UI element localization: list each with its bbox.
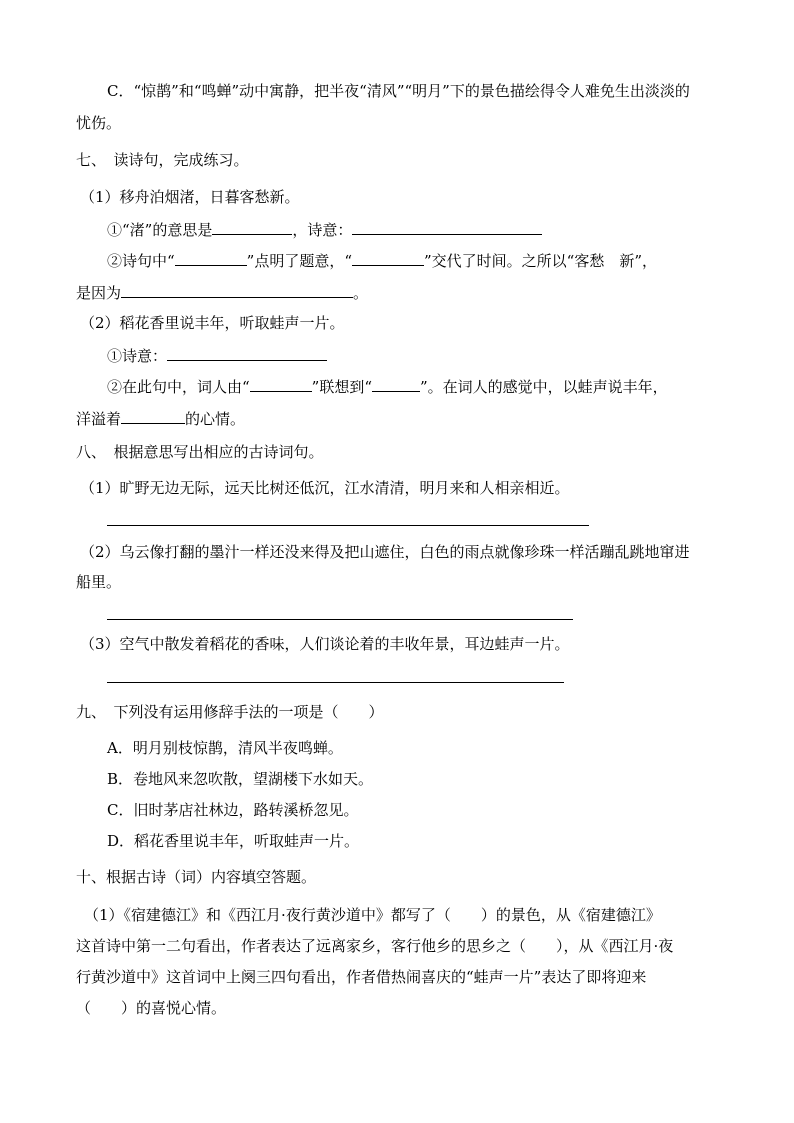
blank-poem-meaning-1[interactable]: [352, 219, 542, 235]
option-c-line2: 忧伤。: [76, 114, 122, 132]
q7-item2-a: [107, 345, 327, 366]
q10-line3: 行黄沙道中》这首词中上阕三四句看出，作者借热闹喜庆的“蛙声一片”表达了即将迎来: [76, 968, 647, 986]
q7-item1-c-b: 。: [353, 284, 369, 302]
q7-item2-c-b: 的心情。: [185, 410, 246, 428]
q7-item2-c: [76, 408, 245, 429]
q8-sentence-2-line1: （2）乌云像打翻的墨汁一样还没来得及把山遮住，白色的雨点就像珍珠一样活蹦乱跳地窜进: [80, 543, 690, 561]
q9-heading: 九、 下列没有运用修辞手法的一项是（ ）: [76, 703, 384, 721]
blank-poem-meaning-2[interactable]: [167, 345, 327, 361]
blank-zhu-meaning[interactable]: [212, 219, 292, 235]
q7-item2-b: [107, 376, 668, 397]
q10-line1: （1）《宿建德江》和《西江月·夜行黄沙道中》都写了（ ）的景色，从《宿建德江》: [84, 906, 661, 924]
q10-line2: 这首诗中第一二句看出，作者表达了远离家乡，客行他乡的思乡之（ ），从《西江月·夜: [76, 937, 674, 955]
q7-item1-a: [107, 219, 542, 240]
q9-option-c[interactable]: C．旧时茅店社林边，路转溪桥忽见。: [107, 801, 359, 819]
q7-item2-b-c: ”。在词人的感觉中，以蛙声说丰年，: [420, 378, 668, 396]
answer-line-2[interactable]: [107, 619, 573, 620]
q10-line4: （ ）的喜悦心情。: [76, 999, 227, 1017]
q8-sentence-2-line2: 船里。: [76, 573, 122, 591]
q9-option-b[interactable]: B．卷地风来忽吹散，望湖楼下水如天。: [107, 770, 374, 788]
q7-item1-a-mid: ，诗意：: [292, 221, 353, 239]
q7-item1-c: [76, 282, 368, 303]
blank-association-from[interactable]: [250, 376, 312, 392]
q7-poem-line2: （2）稻花香里说丰年，听取蛙声一片。: [80, 314, 345, 332]
q7-item1-a-prefix: ①“渚”的意思是: [107, 221, 213, 239]
blank-mood[interactable]: [121, 408, 185, 424]
q9-option-a[interactable]: A．明月别枝惊鹊，清风半夜鸣蝉。: [107, 739, 343, 757]
q10-heading: 十、根据古诗（词）内容填空答题。: [76, 868, 317, 886]
answer-line-3[interactable]: [107, 682, 564, 683]
q8-heading: 八、 根据意思写出相应的古诗词句。: [76, 443, 324, 461]
q7-poem-line1: （1）移舟泊烟渚，日暮客愁新。: [80, 188, 300, 206]
answer-line-1[interactable]: [107, 525, 589, 526]
q7-item1-b-c: ”交代了时间。之所以“客愁 新”，: [424, 252, 658, 270]
blank-reason[interactable]: [121, 282, 353, 298]
blank-title-word[interactable]: [175, 250, 247, 266]
blank-time-word[interactable]: [352, 250, 424, 266]
q7-item1-b-b: ”点明了题意，“: [246, 252, 353, 270]
q7-item1-c-a: 是因为: [76, 284, 122, 302]
q8-sentence-1: （1）旷野无边无际，远天比树还低沉，江水清清，明月来和人相亲相近。: [80, 479, 570, 497]
q7-item1-b: [107, 250, 657, 271]
q7-item1-b-a: ②诗句中“: [107, 252, 175, 270]
q7-item2-a-label: ①诗意：: [107, 347, 168, 365]
q7-heading: 七、 读诗句，完成练习。: [76, 151, 249, 169]
q7-item2-c-a: 洋溢着: [76, 410, 122, 428]
blank-association-to[interactable]: [372, 376, 420, 392]
q9-option-d[interactable]: D．稻花香里说丰年，听取蛙声一片。: [107, 832, 360, 850]
option-c-line1: C．“惊鹊”和“鸣蝉”动中寓静，把半夜“清风”“明月”下的景色描绘得令人难免生出淡淡的: [107, 82, 690, 100]
q8-sentence-3: （3）空气中散发着稻花的香味，人们谈论着的丰收年景，耳边蛙声一片。: [80, 635, 570, 653]
q7-item2-b-b: ”联想到“: [311, 378, 373, 396]
q7-item2-b-a: ②在此句中，词人由“: [107, 378, 250, 396]
